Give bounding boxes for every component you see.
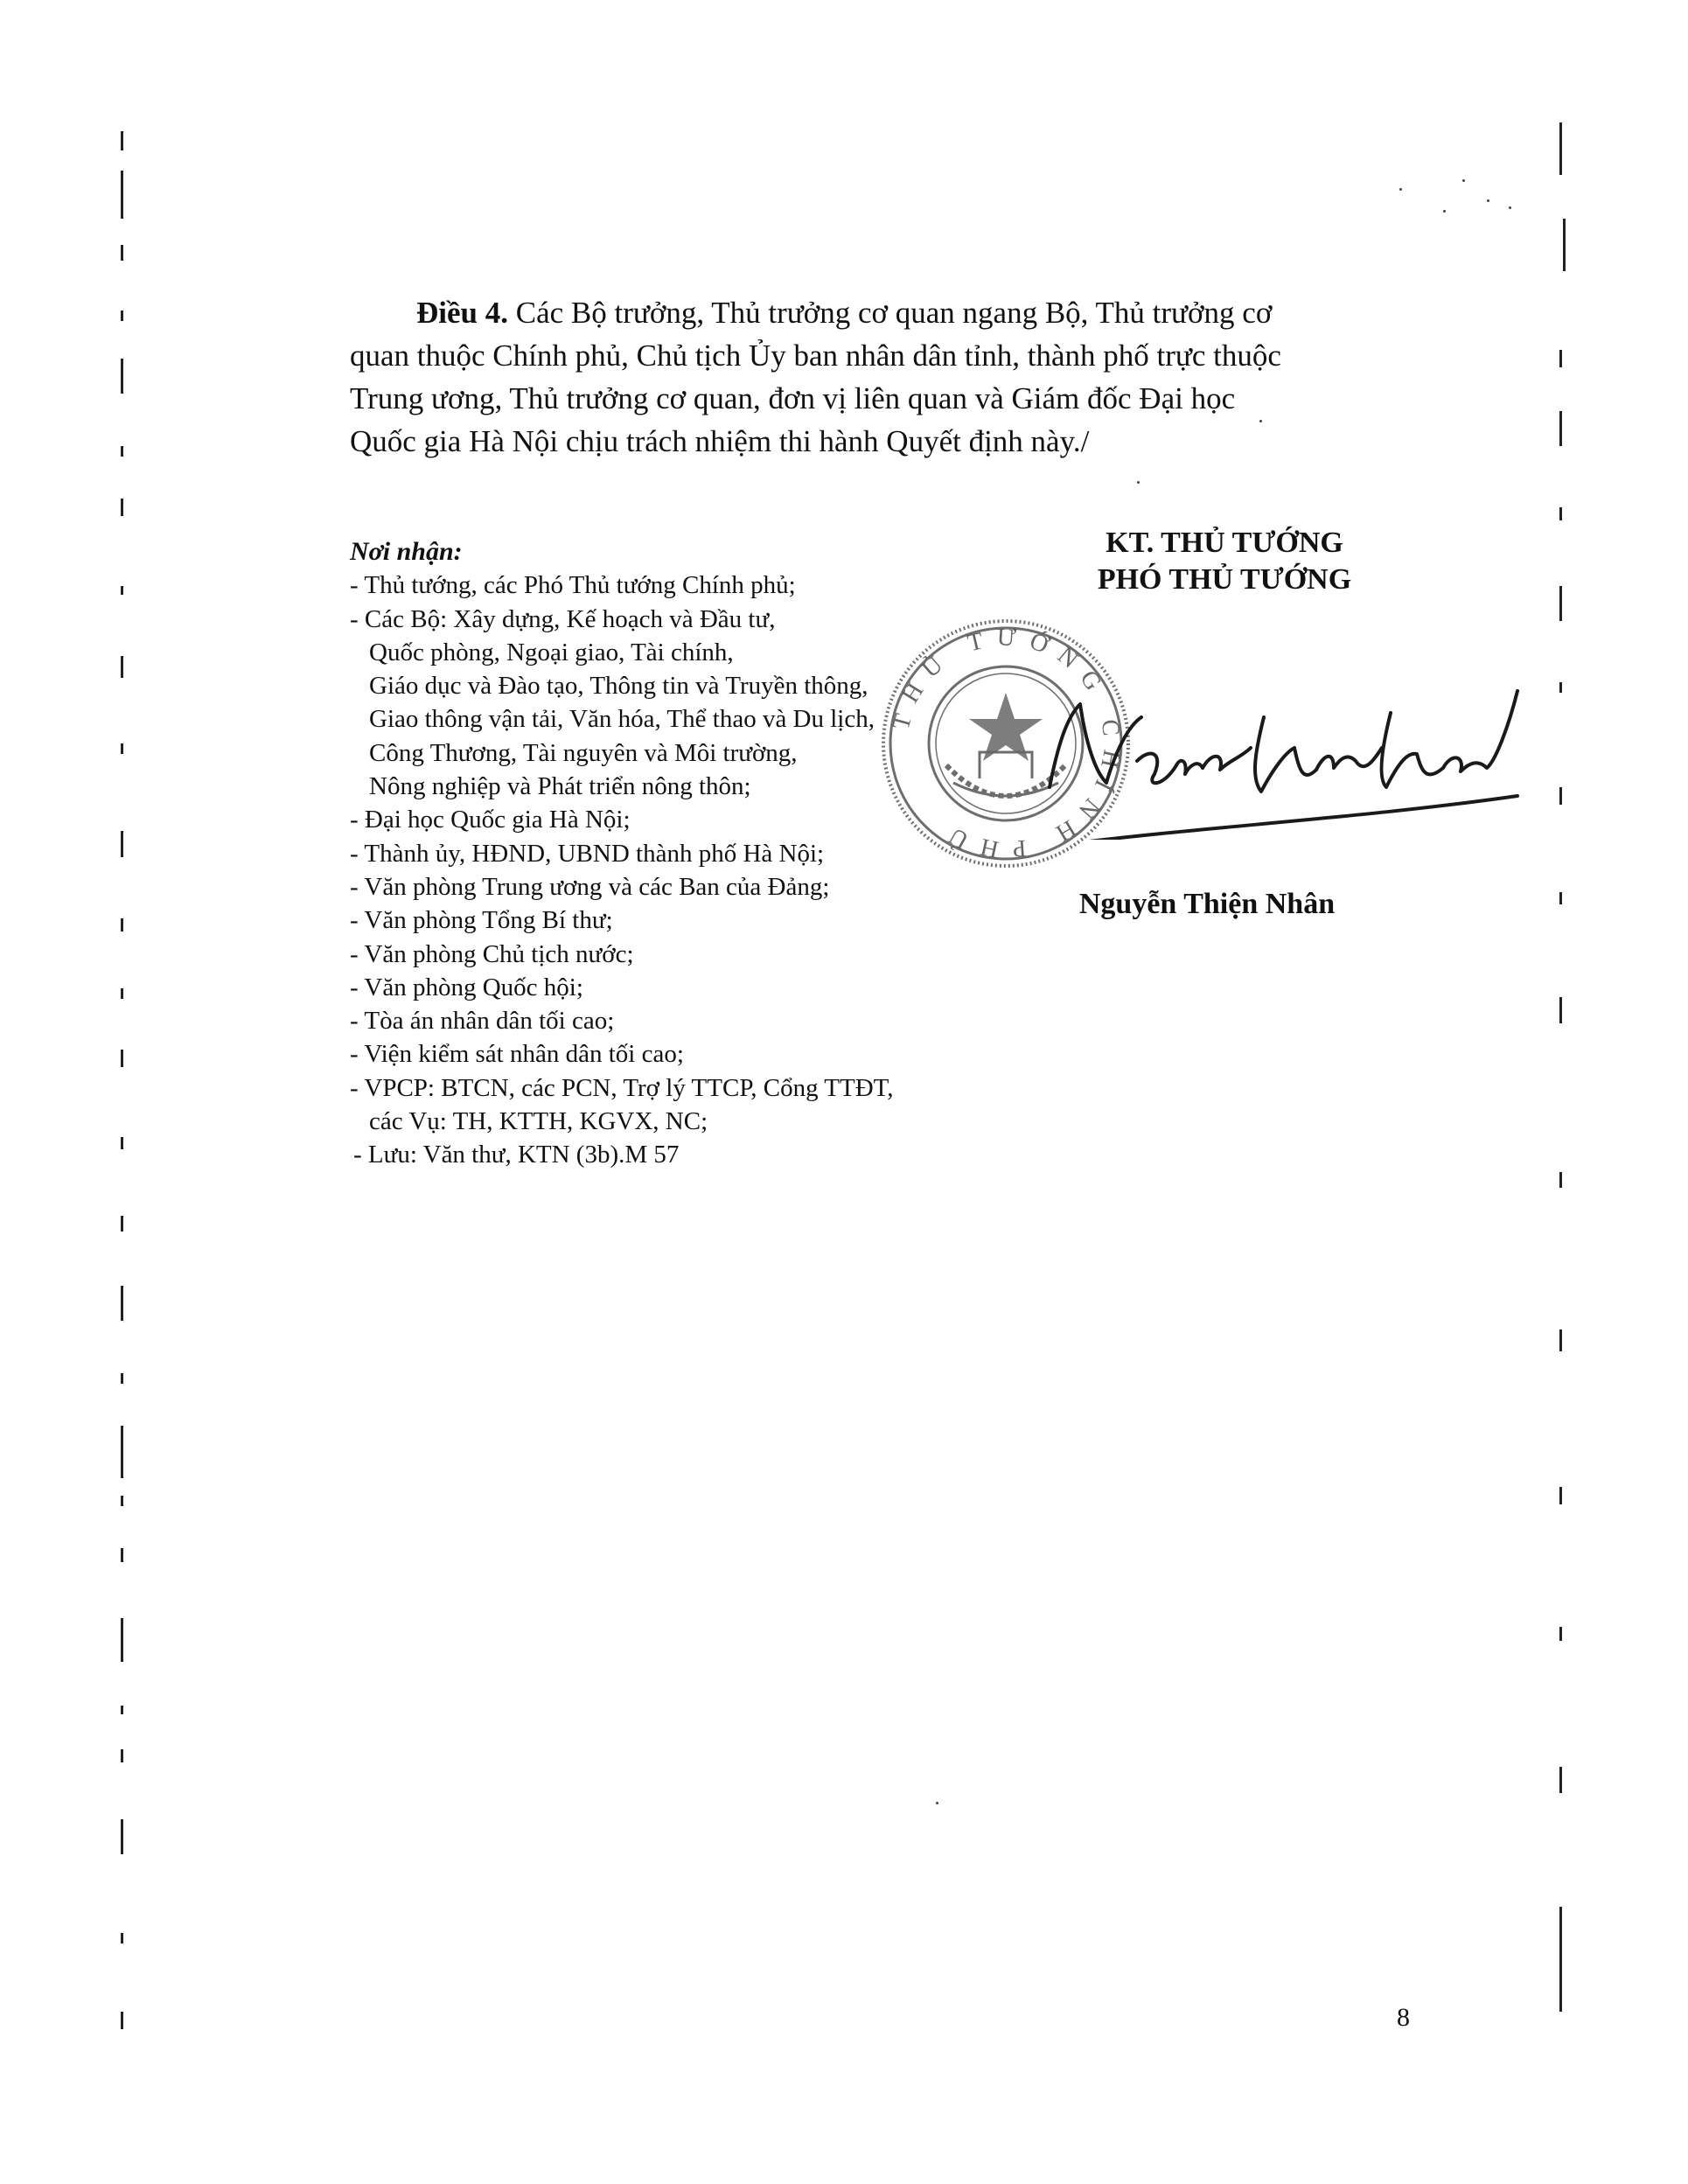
article-text: Các Bộ trưởng, Thủ trưởng cơ quan ngang Bộ, Thủ trưởng cơ	[515, 296, 1273, 330]
recipient-item: - Thủ tướng, các Phó Thủ tướng Chính phủ;	[350, 571, 796, 600]
recipient-item: - Lưu: Văn thư, KTN (3b).M 57	[353, 1141, 680, 1169]
recipient-item: - Văn phòng Quốc hội;	[350, 973, 583, 1001]
recipient-item: Nông nghiệp và Phát triển nông thôn;	[369, 772, 751, 801]
signature-text: Nguyễn Thiện Nhân	[1032, 665, 1040, 666]
recipient-item: - Đại học Quốc gia Hà Nội;	[350, 806, 631, 834]
recipients-heading: Nơi nhận:	[350, 537, 463, 566]
scan-speck	[1443, 210, 1446, 213]
recipient-item: - Thành ủy, HĐND, UBND thành phố Hà Nội;	[350, 839, 825, 868]
recipient-item: - Viện kiểm sát nhân dân tối cao;	[350, 1040, 684, 1069]
handwritten-signature	[1032, 665, 1522, 840]
scan-speck	[1509, 206, 1511, 209]
recipient-item: Quốc phòng, Ngoại giao, Tài chính,	[369, 638, 734, 666]
scan-speck	[1487, 199, 1489, 202]
signer-title-block	[1041, 525, 1408, 598]
recipient-item: - Các Bộ: Xây dựng, Kế hoạch và Đầu tư,	[350, 604, 776, 633]
scan-speck	[1137, 481, 1140, 484]
article-line-1	[350, 291, 1417, 334]
recipient-item: Công Thương, Tài nguyên và Môi trường,	[369, 738, 798, 767]
scan-speck	[1462, 179, 1465, 182]
page-number: 8	[1397, 2003, 1410, 2032]
recipient-item: Giao thông vận tải, Văn hóa, Thể thao và Du lịch,	[369, 705, 875, 734]
recipient-item: - Văn phòng Tổng Bí thư;	[350, 906, 613, 935]
signer-title-line1: KT. THỦ TƯỚNG	[1106, 527, 1343, 559]
recipient-item: - VPCP: BTCN, các PCN, Trợ lý TTCP, Cổng TTĐT,	[350, 1073, 894, 1102]
recipient-item: - Văn phòng Chủ tịch nước;	[350, 939, 634, 968]
article-line-3: Trung ương, Thủ trưởng cơ quan, đơn vị liên quan và Giám đốc Đại học	[350, 381, 1236, 415]
recipient-item: - Văn phòng Trung ương và các Ban của Đảng;	[350, 872, 830, 901]
signer-title-line2: PHÓ THỦ TƯỚNG	[1097, 563, 1352, 596]
signer-name: Nguyễn Thiện Nhân	[1078, 888, 1336, 920]
recipient-item: - Tòa án nhân dân tối cao;	[350, 1007, 615, 1036]
article-4-paragraph	[350, 291, 1417, 463]
scan-edge-left	[121, 131, 123, 2055]
scan-speck	[936, 1802, 938, 1804]
article-label: Điều 4.	[416, 296, 508, 330]
scan-speck	[1399, 188, 1402, 191]
recipient-item: các Vụ: TH, KTTH, KGVX, NC;	[369, 1107, 708, 1136]
seal-text: THỦ TƯỚNG CHÍNH PHỦ	[887, 624, 1126, 863]
recipient-item: Giáo dục và Đào tạo, Thông tin và Truyền thông,	[369, 672, 868, 701]
article-line-4: Quốc gia Hà Nội chịu trách nhiệm thi hành Quyết định này./	[350, 424, 1090, 458]
scan-edge-right	[1559, 122, 1562, 2047]
article-line-2: quan thuộc Chính phủ, Chủ tịch Ủy ban nhân dân tỉnh, thành phố trực thuộc	[350, 338, 1281, 373]
